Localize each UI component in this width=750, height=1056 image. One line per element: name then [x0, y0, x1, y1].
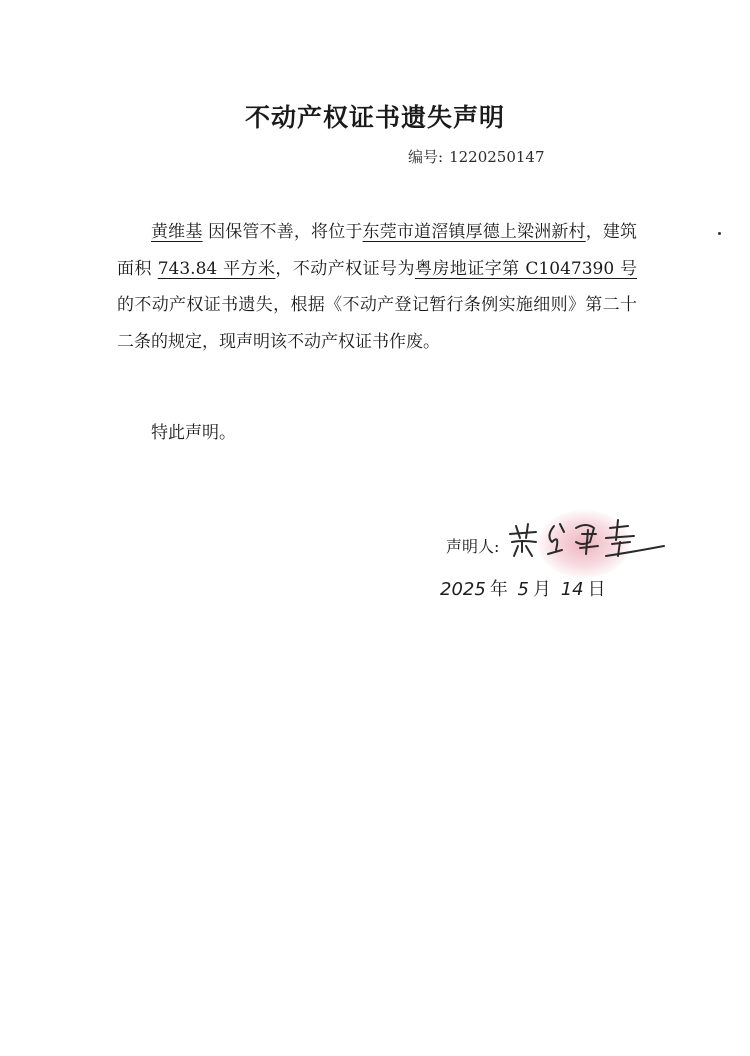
building-area: 743.84 平方米	[157, 258, 276, 279]
date-year: 2025	[440, 579, 486, 600]
document-number	[408, 146, 545, 167]
date-month-suffix: 月	[533, 579, 551, 600]
declarant-label: 声明人:	[446, 537, 500, 556]
body-text-2: ，建筑面积	[117, 222, 638, 279]
signing-date	[440, 575, 610, 601]
date-day-suffix: 日	[587, 579, 606, 600]
document-number-label: 编号:	[408, 148, 444, 166]
scan-speck	[718, 232, 721, 235]
document-title: 不动产权证书遗失声明	[244, 103, 505, 132]
body-text-4: 的不动产权证书遗失，根据《不动产登记暂行条例实施细则》第二十二条的规定，现声明该不动产权证书作废。	[117, 295, 637, 352]
handwritten-signature	[502, 512, 672, 562]
body-text-1: 因保管不善，将位于	[202, 222, 363, 242]
statement-body	[117, 214, 637, 360]
certificate-number: 粤房地证字第 C1047390 号	[414, 258, 638, 279]
date-day: 14	[560, 579, 584, 600]
owner-name: 黄维基	[151, 222, 203, 242]
body-text-3: ，不动产权证号为	[275, 258, 415, 279]
date-month: 5	[517, 579, 529, 600]
closing-statement: 特此声明。	[151, 423, 236, 443]
property-location: 东莞市道滘镇厚德上梁洲新村	[362, 222, 586, 242]
document-number-value: 1220250147	[449, 148, 545, 166]
date-year-suffix: 年	[489, 579, 508, 600]
